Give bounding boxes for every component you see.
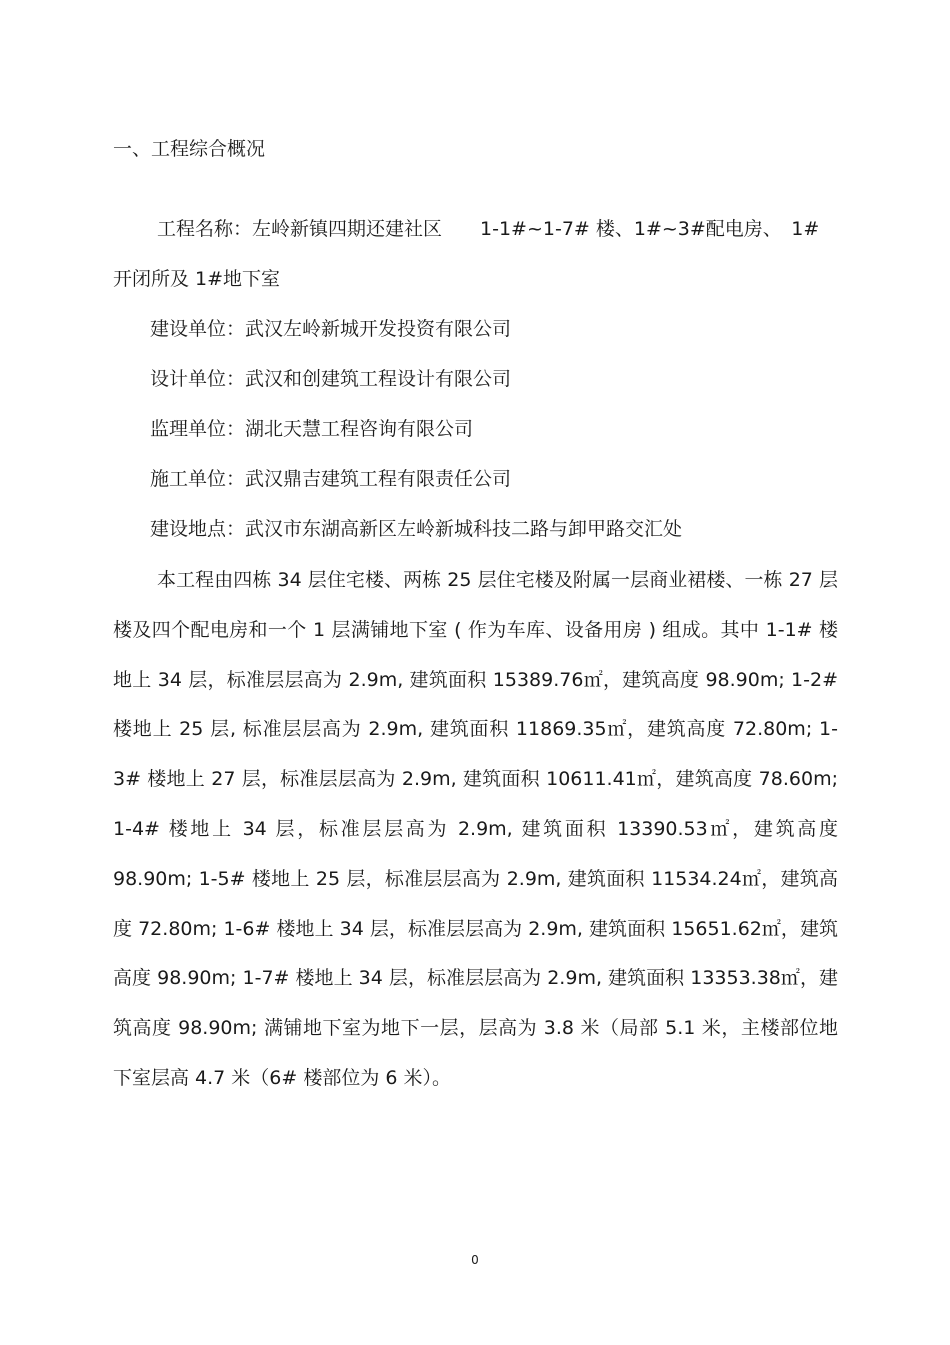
builder-line: 建设单位：武汉左岭新城开发投资有限公司 bbox=[150, 318, 512, 340]
location-line: 建设地点：武汉市东湖高新区左岭新城科技二路与卸甲路交汇处 bbox=[150, 518, 683, 540]
project-name-line1: 工程名称：左岭新镇四期还建社区 1-1#~1-7# 楼、1#~3#配电房、 1# bbox=[157, 218, 820, 240]
page-number: 0 bbox=[471, 1253, 479, 1267]
overview-paragraph-text: 本工程由四栋 34 层住宅楼、两栋 25 层住宅楼及附属一层商业裙楼、一栋 27 层楼及四个配电房和一个 1 层满铺地下室 ( 作为车库、设备用房 ) 组成。其中 1-1# 楼地上 34 层，标准层层高为 2.9m, 建筑面积 15389.76㎡，建筑高度 98.90m; 1-2# 楼地上 25 层, 标准层层高为 2.9m, 建筑面积 11869.35㎡，建筑高度 72.80m; 1-3# 楼地上 27 层，标准层层高为 2.9m, 建筑面积 10611.41㎡，建筑高度 78.60m; 1-4# 楼地上 34 层，标准层层高为 2.9m, 建筑面积 13390.53㎡，建筑高度 98.90m; 1-5# 楼地上 25 层，标准层层高为 2.9m, 建筑面积 11534.24㎡，建筑高度 72.80m; 1-6# 楼地上 34 层，标准层层高为 2.9m, 建筑面积 15651.62㎡，建筑高度 98.90m; 1-7# 楼地上 34 层，标准层层高为 2.9m, 建筑面积 13353.38㎡，建筑高度 98.90m; 满铺地下室为地下一层，层高为 3.8 米（局部 5.1 米，主楼部位地下室层高 4.7 米（6# 楼部位为 6 米）。 bbox=[113, 569, 838, 1089]
contractor-line: 施工单位：武汉鼎吉建筑工程有限责任公司 bbox=[150, 468, 512, 490]
project-name-line2: 开闭所及 1#地下室 bbox=[113, 268, 281, 290]
section-heading: 一、工程综合概况 bbox=[113, 138, 266, 160]
overview-paragraph bbox=[113, 556, 838, 1104]
supervisor-line: 监理单位：湖北天慧工程咨询有限公司 bbox=[150, 418, 474, 440]
designer-line: 设计单位：武汉和创建筑工程设计有限公司 bbox=[150, 368, 512, 390]
